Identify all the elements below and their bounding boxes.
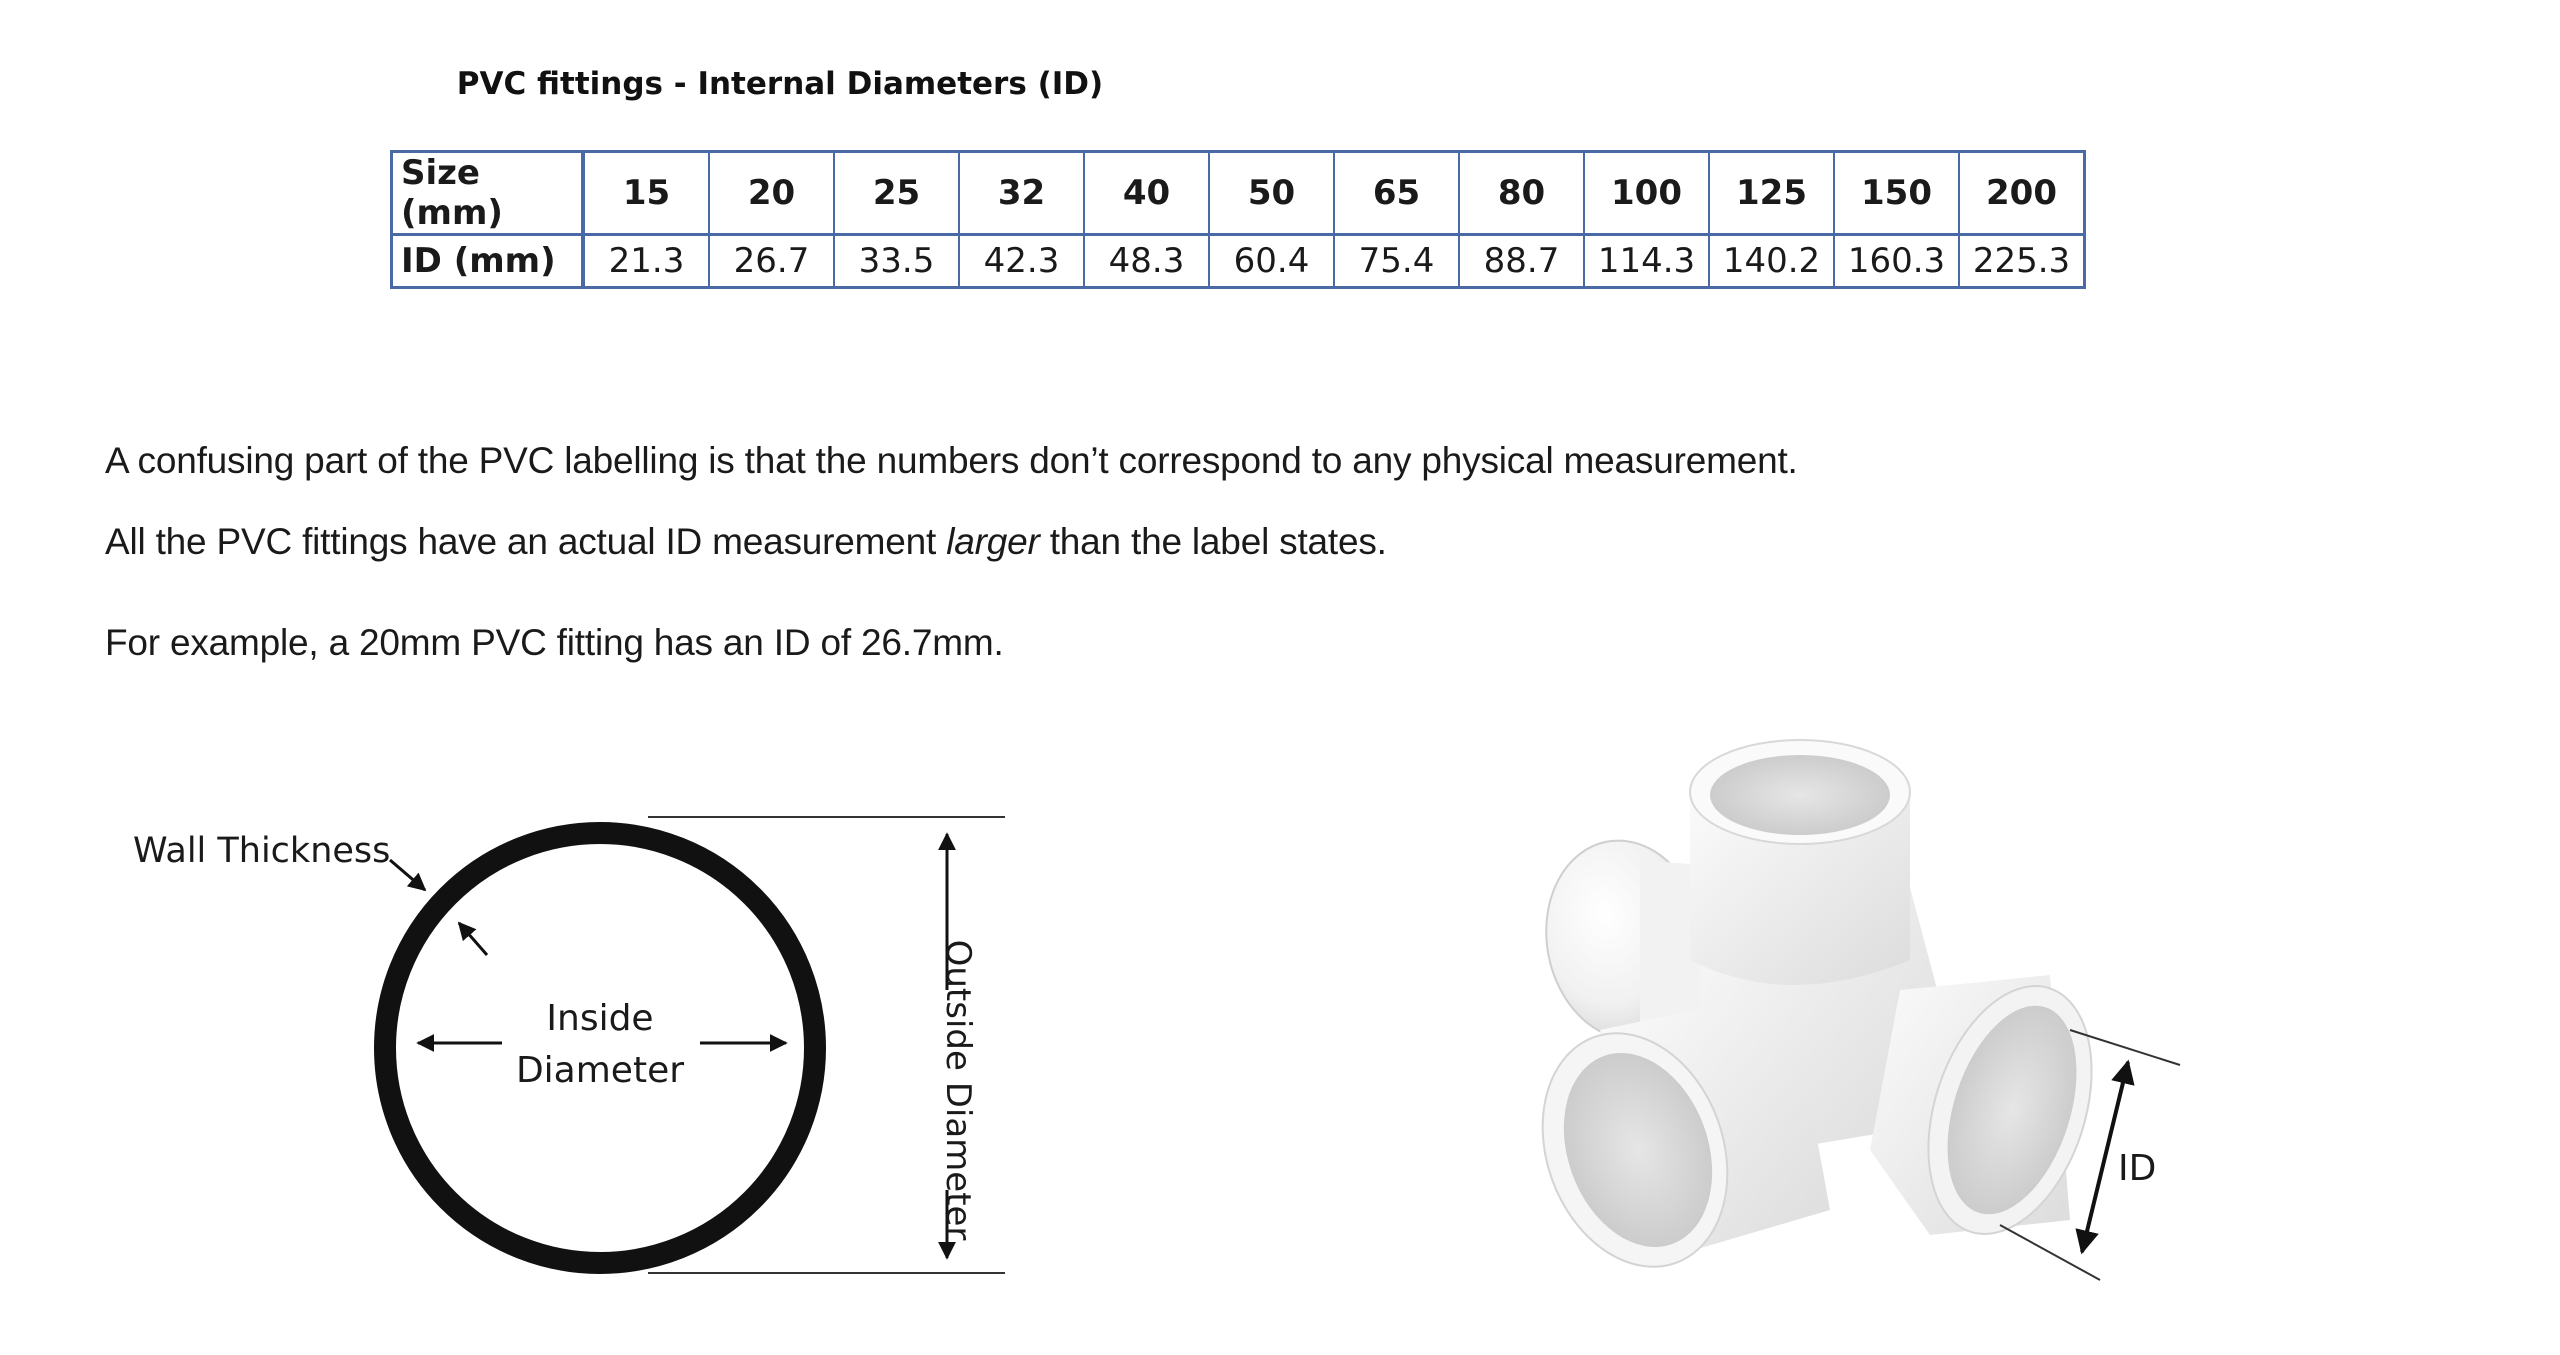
paragraph-line-1: A confusing part of the PVC labelling is that the numbers don’t correspond to any physical measurement. — [105, 440, 1798, 481]
size-cell: 40 — [1084, 152, 1209, 235]
size-cell: 15 — [583, 152, 709, 235]
pipe-cross-section — [133, 817, 1005, 1273]
size-cell: 200 — [1959, 152, 2085, 235]
paragraph-line-2-emphasis: larger — [946, 521, 1040, 562]
paragraph-line-3: For example, a 20mm PVC fitting has an ID of 26.7mm. — [105, 622, 1004, 663]
wall-thickness-label: Wall Thickness — [133, 831, 391, 871]
page-title: PVC fittings - Internal Diameters (ID) — [456, 66, 1104, 102]
id-cell: 48.3 — [1084, 235, 1209, 288]
id-cell: 21.3 — [583, 235, 709, 288]
pipe-ring — [385, 833, 815, 1263]
size-cell: 20 — [709, 152, 834, 235]
size-cell: 50 — [1209, 152, 1334, 235]
inside-diameter-label-line-2: Diameter — [515, 1050, 685, 1091]
fitting-id-label: ID — [2118, 1148, 2157, 1189]
id-cell: 140.2 — [1709, 235, 1834, 288]
size-cell: 32 — [959, 152, 1084, 235]
paragraph-line-2-start: All the PVC fittings have an actual ID measurement — [105, 521, 947, 562]
id-cell: 26.7 — [709, 235, 834, 288]
paragraph-line-2-end: than the label states. — [1039, 521, 1387, 562]
outside-diameter-label: Outside Diameter — [938, 939, 978, 1241]
id-header: ID (mm) — [392, 235, 584, 288]
size-cell: 25 — [834, 152, 959, 235]
id-cell: 114.3 — [1584, 235, 1709, 288]
size-header: Size (mm) — [392, 152, 584, 235]
id-cell: 60.4 — [1209, 235, 1334, 288]
top-socket-hole — [1710, 755, 1890, 835]
inside-diameter-label-line-1: Inside — [546, 998, 654, 1039]
id-cell: 160.3 — [1834, 235, 1959, 288]
pvc-fitting-illustration — [1511, 740, 2180, 1293]
size-cell: 100 — [1584, 152, 1709, 235]
id-cell: 225.3 — [1959, 235, 2085, 288]
id-cell: 33.5 — [834, 235, 959, 288]
wall-arrow-outer — [390, 860, 425, 890]
size-cell: 80 — [1459, 152, 1584, 235]
id-cell: 42.3 — [959, 235, 1084, 288]
id-cell: 88.7 — [1459, 235, 1584, 288]
size-cell: 125 — [1709, 152, 1834, 235]
wall-arrow-inner — [459, 923, 487, 955]
size-cell: 65 — [1334, 152, 1459, 235]
size-cell: 150 — [1834, 152, 1959, 235]
id-cell: 75.4 — [1334, 235, 1459, 288]
